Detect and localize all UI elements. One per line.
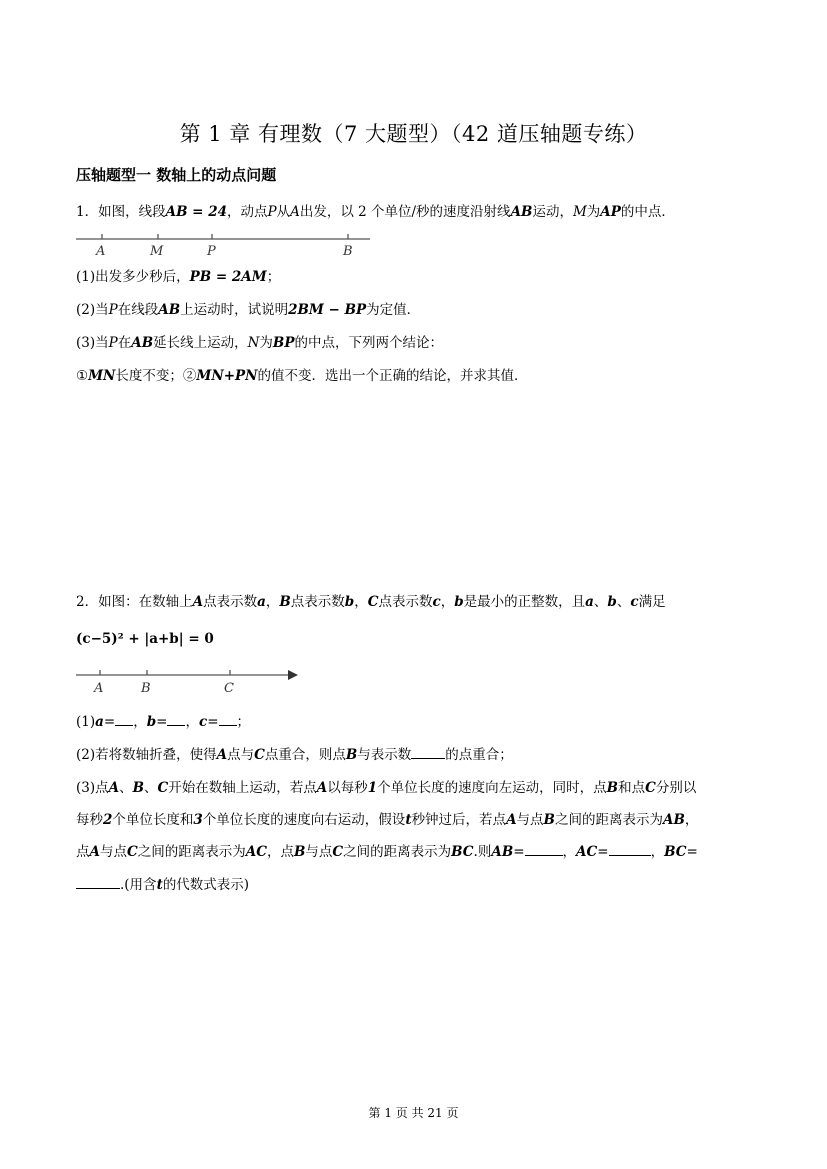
q2-stem: 2．如图：在数轴上A点表示数a，B点表示数b，C点表示数c，b是最小的正整数，且a、b、c满足	[76, 594, 666, 610]
page-footer: 第 1 页 共 21 页	[368, 1106, 459, 1120]
q1-part2: (2)当P在线段AB上运动时，试说明2BM − BP为定值．	[76, 302, 421, 318]
q2-part2: (2)若将数轴折叠，使得A点与C点重合，则点B与表示数 的点重合；	[76, 747, 513, 763]
q1-label-p: P	[207, 244, 216, 259]
q2-label-a: A	[94, 681, 104, 696]
q1-stem: 1．如图，线段AB = 24，动点P从A出发，以 2 个单位/秒的速度沿射线AB运动，M为AP的中点．	[76, 204, 675, 220]
q2-part3-line3: 点A与点C之间的距离表示为AC，点B与点C之间的距离表示为BC.则AB= ，AC= ，BC=	[76, 844, 698, 860]
q1-label-b: B	[343, 244, 353, 259]
answer-blank[interactable]	[115, 725, 133, 726]
q1-part3-conclusions: ①MN长度不变；②MN+PN的值不变．选出一个正确的结论，并求其值．	[76, 368, 528, 384]
q2-label-c: C	[224, 681, 234, 696]
section-heading: 压轴题型一 数轴上的动点问题	[76, 166, 277, 184]
q2-part3-line1: (3)点A、B、C开始在数轴上运动，若点A以每秒1个单位长度的速度向左运动，同时，点B和点C分别以	[76, 780, 697, 796]
answer-blank[interactable]	[525, 855, 563, 856]
answer-blank[interactable]	[76, 888, 120, 889]
q2-equation: (c−5)² + |a+b| = 0	[76, 631, 214, 647]
page-title: 第 1 章 有理数（7 大题型）（42 道压轴题专练）	[179, 122, 648, 146]
q2-part3-line4: .(用含t的代数式表示)	[76, 876, 249, 894]
q2-number-line-figure	[74, 666, 304, 698]
q2-part3-line2: 每秒2个单位长度和3个单位长度的速度向右运动，假设t秒钟过后，若点A与点B之间的距离表示为AB，	[76, 812, 699, 828]
q2-label-b: B	[141, 681, 151, 696]
answer-blank[interactable]	[167, 725, 185, 726]
q1-segment-figure	[74, 230, 374, 260]
answer-blank[interactable]	[609, 855, 651, 856]
answer-blank[interactable]	[219, 725, 237, 726]
q1-part1: (1)出发多少秒后，PB = 2AM；	[76, 269, 281, 285]
q1-label-a: A	[96, 244, 106, 259]
q2-part1: (1)a= ，b= ，c= ；	[76, 714, 250, 730]
q1-part3: (3)当P在AB延长线上运动，N为BP的中点，下列两个结论：	[76, 335, 443, 351]
q1-label-m: M	[150, 244, 164, 259]
answer-blank[interactable]	[411, 758, 445, 759]
